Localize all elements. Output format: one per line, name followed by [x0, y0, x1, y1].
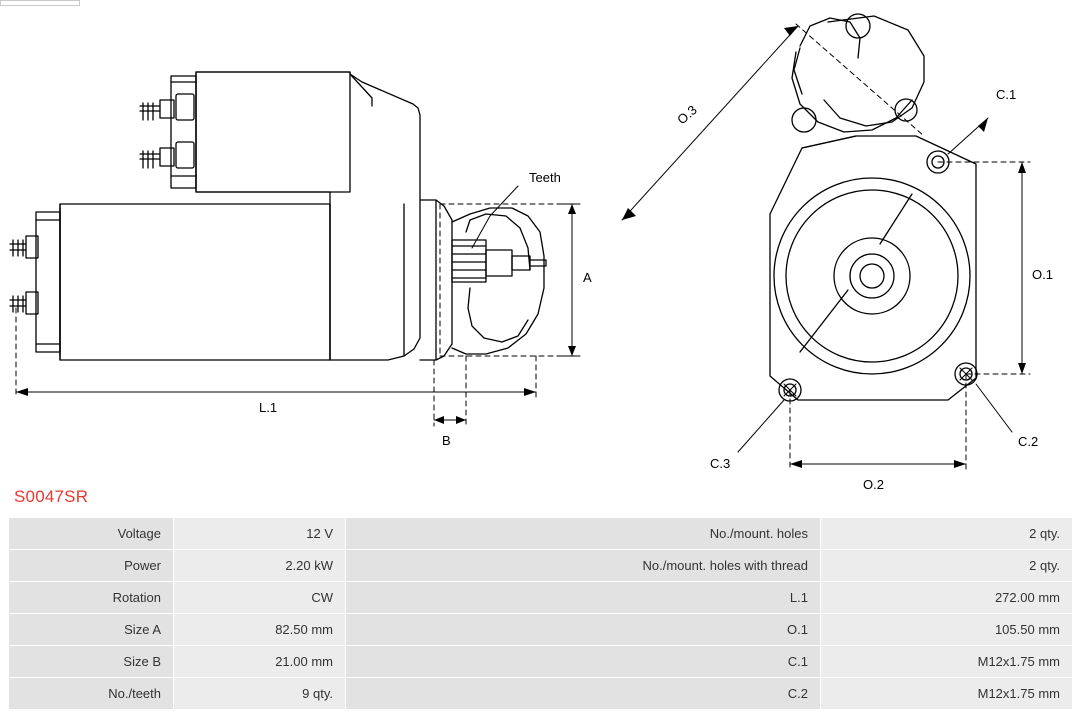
spec-label: Voltage: [9, 518, 174, 550]
table-row: [9, 518, 1073, 550]
specifications-table: [8, 517, 1073, 710]
spec-value: 272.00 mm: [821, 582, 1073, 614]
spec-value: 12 V: [174, 518, 346, 550]
label-o2: O.2: [863, 477, 884, 492]
spec-value: CW: [174, 582, 346, 614]
spec-label: C.2: [346, 678, 821, 710]
spec-value: 105.50 mm: [821, 614, 1073, 646]
spec-label: Power: [9, 550, 174, 582]
spec-value: M12x1.75 mm: [821, 646, 1073, 678]
spec-value: 9 qty.: [174, 678, 346, 710]
spec-label: Size B: [9, 646, 174, 678]
table-row: [9, 646, 1073, 678]
page-title: S0047SR: [14, 487, 89, 506]
spec-label: O.1: [346, 614, 821, 646]
table-row: [9, 678, 1073, 710]
label-o3: O.3: [674, 102, 700, 128]
spec-label: L.1: [346, 582, 821, 614]
spec-label: No./mount. holes with thread: [346, 550, 821, 582]
label-b: B: [442, 433, 451, 448]
spec-label: Size A: [9, 614, 174, 646]
label-teeth: Teeth: [529, 170, 561, 185]
label-a: A: [583, 270, 592, 285]
starter-motor-diagram: [0, 8, 1080, 492]
spec-value: 21.00 mm: [174, 646, 346, 678]
spec-label: No./teeth: [9, 678, 174, 710]
label-c1: C.1: [996, 87, 1017, 102]
spec-label: Rotation: [9, 582, 174, 614]
top-left-bar: [0, 0, 80, 6]
table-row: [9, 582, 1073, 614]
spec-value: 2 qty.: [821, 550, 1073, 582]
table-row: [9, 614, 1073, 646]
label-c2: C.2: [1018, 434, 1039, 449]
table-row: [9, 550, 1073, 582]
spec-label: C.1: [346, 646, 821, 678]
spec-value: 82.50 mm: [174, 614, 346, 646]
label-l1: L.1: [259, 400, 278, 415]
spec-value: 2.20 kW: [174, 550, 346, 582]
spec-value: M12x1.75 mm: [821, 678, 1073, 710]
label-c3: C.3: [710, 456, 731, 471]
spec-label: No./mount. holes: [346, 518, 821, 550]
label-o1: O.1: [1032, 267, 1053, 282]
spec-value: 2 qty.: [821, 518, 1073, 550]
